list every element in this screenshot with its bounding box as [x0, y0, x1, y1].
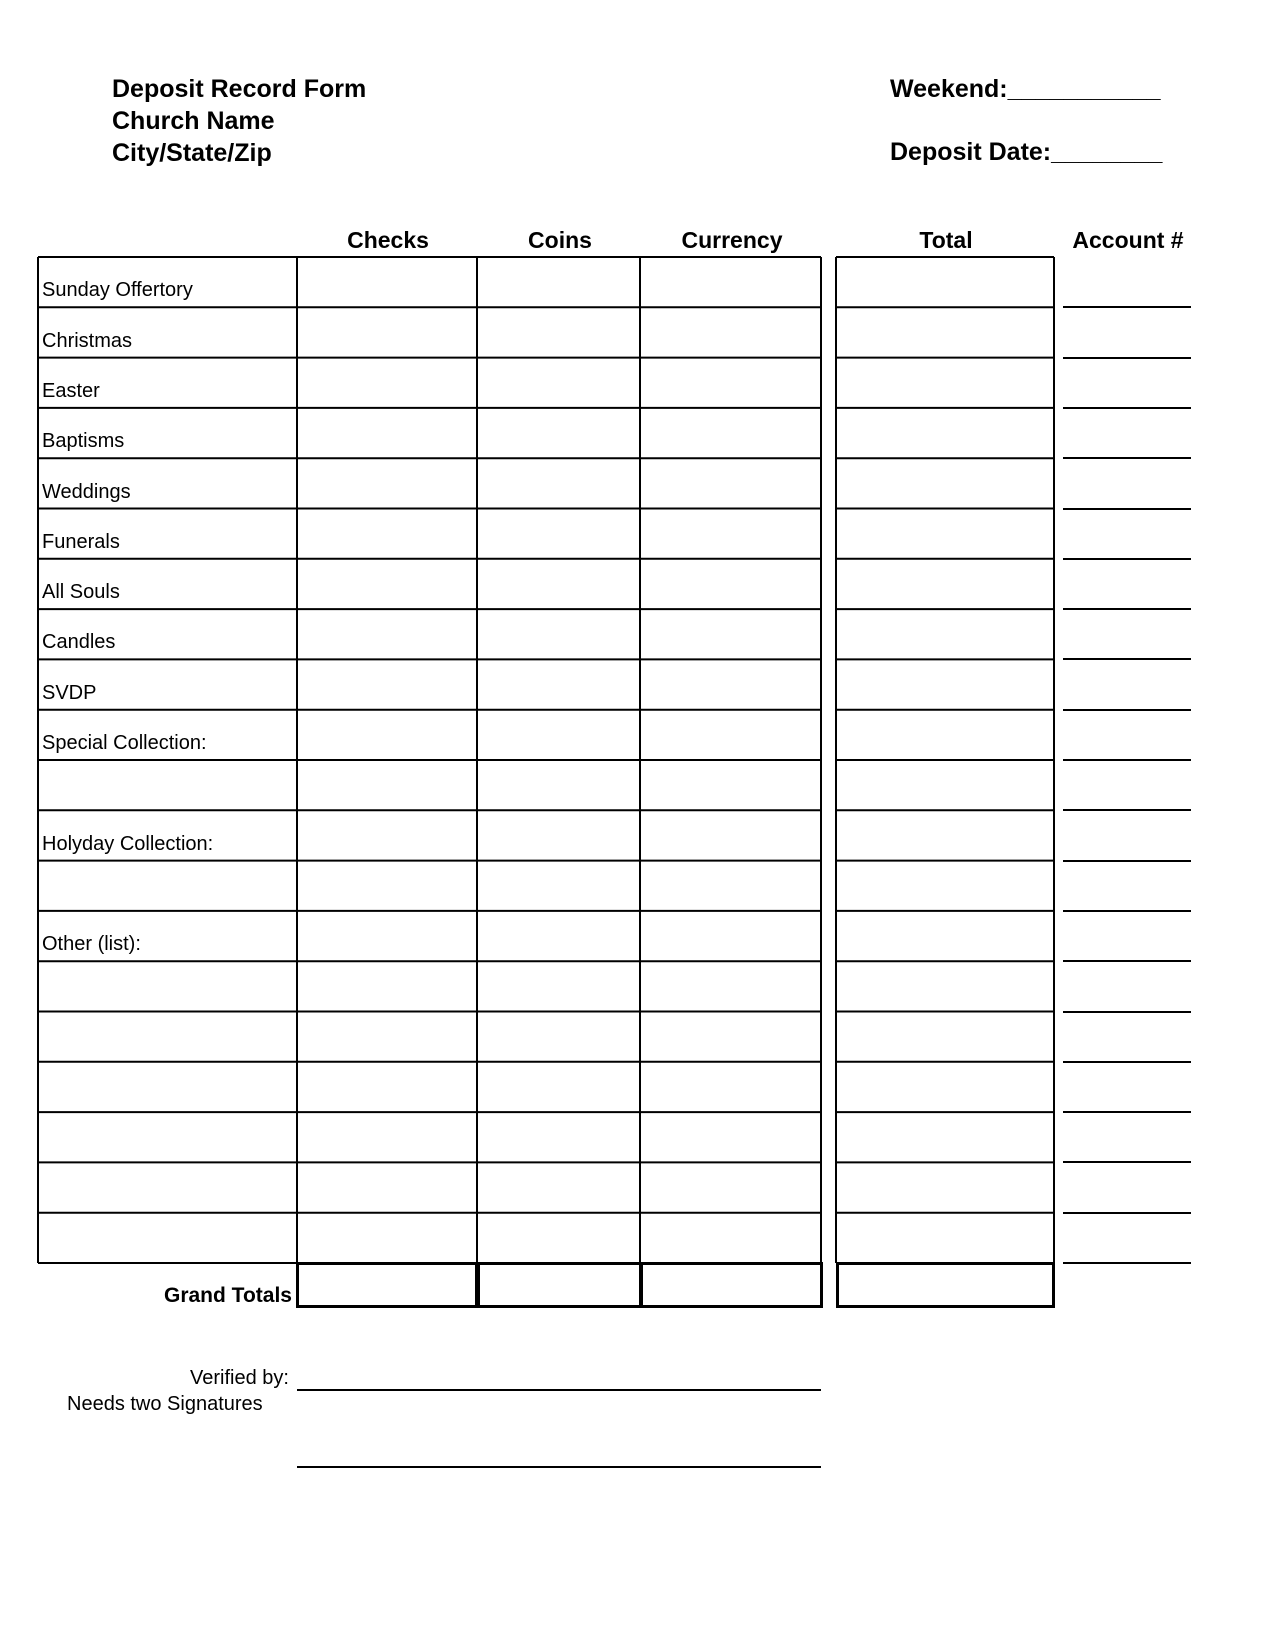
column-header-checks: Checks: [347, 227, 429, 253]
account-number-line[interactable]: [1063, 457, 1191, 459]
row-label-2: Easter: [42, 379, 100, 402]
row-label-7: Candles: [42, 631, 116, 654]
grand-total-coins-box[interactable]: [477, 1262, 642, 1308]
account-number-line[interactable]: [1063, 860, 1191, 862]
row-label-5: Funerals: [42, 530, 120, 553]
row-label-0: Sunday Offertory: [42, 279, 193, 302]
row-label-1: Christmas: [42, 329, 133, 352]
account-number-line[interactable]: [1063, 608, 1191, 610]
signature-line-2[interactable]: [297, 1466, 821, 1468]
account-number-line[interactable]: [1063, 910, 1191, 912]
row-label-6: All Souls: [42, 581, 120, 604]
account-number-line[interactable]: [1063, 960, 1191, 962]
account-number-line[interactable]: [1063, 306, 1191, 308]
deposit-date-field[interactable]: Deposit Date:________: [890, 138, 1163, 166]
column-header-coins: Coins: [528, 227, 592, 253]
weekend-field[interactable]: Weekend:___________: [890, 75, 1161, 103]
account-number-line[interactable]: [1063, 508, 1191, 510]
account-number-line[interactable]: [1063, 1212, 1191, 1214]
row-label-11: Holyday Collection:: [42, 832, 214, 855]
account-number-line[interactable]: [1063, 407, 1191, 409]
grand-totals-label: Grand Totals: [164, 1284, 292, 1307]
account-number-line[interactable]: [1063, 1011, 1191, 1013]
column-header-currency: Currency: [681, 227, 783, 253]
form-title: Deposit Record Form: [112, 75, 367, 103]
grand-total-currency-box[interactable]: [640, 1262, 823, 1308]
row-label-4: Weddings: [42, 480, 131, 503]
row-label-9: Special Collection:: [42, 732, 207, 754]
column-header-total: Total: [919, 227, 973, 253]
account-number-line[interactable]: [1063, 357, 1191, 359]
verified-by-label: Verified by:: [190, 1367, 289, 1389]
account-number-line[interactable]: [1063, 809, 1191, 811]
account-number-line[interactable]: [1063, 558, 1191, 560]
grand-total-total-box[interactable]: [836, 1262, 1055, 1308]
account-number-line[interactable]: [1063, 759, 1191, 761]
row-label-13: Other (list):: [42, 933, 141, 956]
needs-two-signatures-label: Needs two Signatures: [67, 1393, 263, 1415]
column-header-account: Account #: [1072, 227, 1184, 253]
row-label-8: SVDP: [42, 681, 97, 704]
signature-line-1[interactable]: [297, 1389, 821, 1391]
account-number-line[interactable]: [1063, 658, 1191, 660]
row-label-3: Baptisms: [42, 430, 125, 453]
grand-total-checks-box[interactable]: [296, 1262, 478, 1308]
account-number-line[interactable]: [1063, 1061, 1191, 1063]
account-number-line[interactable]: [1063, 1262, 1191, 1264]
account-number-line[interactable]: [1063, 1161, 1191, 1163]
church-name: Church Name: [112, 107, 275, 135]
city-state-zip: City/State/Zip: [112, 139, 272, 167]
account-number-line[interactable]: [1063, 1111, 1191, 1113]
account-number-line[interactable]: [1063, 709, 1191, 711]
